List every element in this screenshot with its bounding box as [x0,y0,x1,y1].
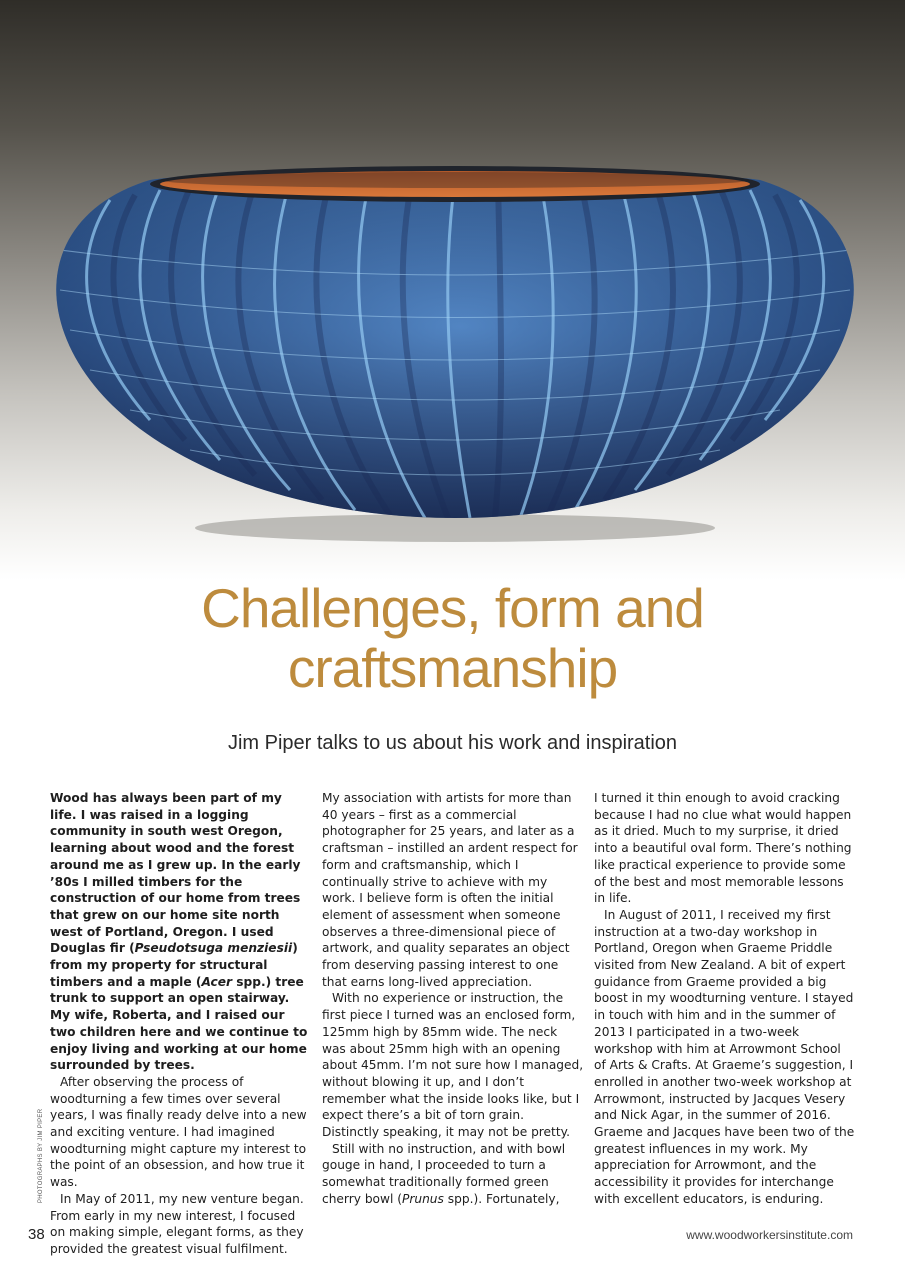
body-column-2 [322,790,584,1208]
title-line-1: Challenges, form and [201,577,704,639]
lead-italic-genus: Acer [201,974,233,989]
body-paragraph: After observing the process of woodturning a few times over several years, I was finally ready delve into a new and exciting venture. I had imagined woodturning might capture my interest to the point of an obsession, and how true it was. [50,1074,307,1190]
article-title [0,578,905,698]
body-column-1 [50,790,312,1258]
body-paragraph: With no experience or instruction, the first piece I turned was an enclosed form, 125mm high by 85mm wide. The neck was about 25mm high with an opening about 45mm. I’m not sure how I managed, without blowing it up, and I don’t remember what the inside looks like, but I expect there’s a bit of torn grain. Distinctly speaking, it may not be pretty. [322,991,584,1140]
italic-genus: Prunus [402,1191,444,1206]
body-paragraph: I turned it thin enough to avoid cracking because I had no clue what would happen as it dried. Much to my surprise, it dried into a beautiful oval form. There’s nothing like practical experience to provide some of the best and most memorable lessons in life. [594,791,852,906]
lead-text: spp.) tree trunk to support an open stairway. My wife, Roberta, and I raised our two children here and we continue to enjoy living and working at our home surrounded by trees. [50,974,308,1073]
photo-credit: PHOTOGRAPHS BY JIM PIPER [38,1108,44,1203]
lead-paragraph [50,790,312,1074]
body-paragraph [322,1141,584,1208]
lead-text: Wood has always been part of my life. I was raised in a logging community in south west Oregon, learning about wood and the forest around me as I grew up. In the early ’80s I milled timbers for the construction of our home from trees that grew on our home site north west of Portland, Oregon. I used Douglas fir ( [50,791,301,956]
body-paragraph: In May of 2011, my new venture began. From early in my new interest, I focused on making simple, elegant forms, as they provided the greatest visual fulfilment. [50,1191,304,1256]
page-number: 38 [28,1226,45,1243]
body-column-3 [594,790,856,1208]
body-text: spp.). Fortunately, [443,1191,560,1206]
lead-text: ) from my property for structural timbers and a maple ( [50,941,298,989]
hero-photo [0,0,905,580]
body-text: Still with no instruction, and with bowl gouge in hand, I proceeded to turn a somewhat traditionally formed green cherry bowl ( [322,1141,566,1206]
lead-italic-species: Pseudotsuga menziesii [134,941,293,956]
article-subtitle: Jim Piper talks to us about his work and inspiration [227,732,678,754]
website-url: www.woodworkersinstitute.com [686,1228,853,1242]
body-paragraph: My association with artists for more than 40 years – first as a commercial photographer for 25 years, and later as a craftsman – instilled an ardent respect for form and craftsmanship, which I continually strive to achieve with my work. I believe form is often the initial element of assessment when someone observes a three-dimensional piece of artwork, and quality separates an object from deserving passing interest to one that earns long-lived appreciation. [322,791,578,989]
title-line-2: craftsmanship [287,637,618,699]
body-paragraph: In August of 2011, I received my first instruction at a two-day workshop in Portland, Oregon when Graeme Priddle visited from New Zealand. A bit of expert guidance from Graeme provided a big boost in my woodturning venture. I stayed in touch with him and in the summer of 2013 I participated in a two-week workshop with him at Arrowmont School of Arts & Crafts. At Graeme’s suggestion, I enrolled in another two-week workshop at Arrowmont, instructed by Jacques Vesery and Nick Agar, in the summer of 2016. Graeme and Jacques have been two of the greatest influences in my work. My appreciation for Arrowmont, and the accessibility it provides for interchange with excellent educators, is enduring. [594,907,855,1206]
blue-textured-bowl-image [0,0,905,580]
